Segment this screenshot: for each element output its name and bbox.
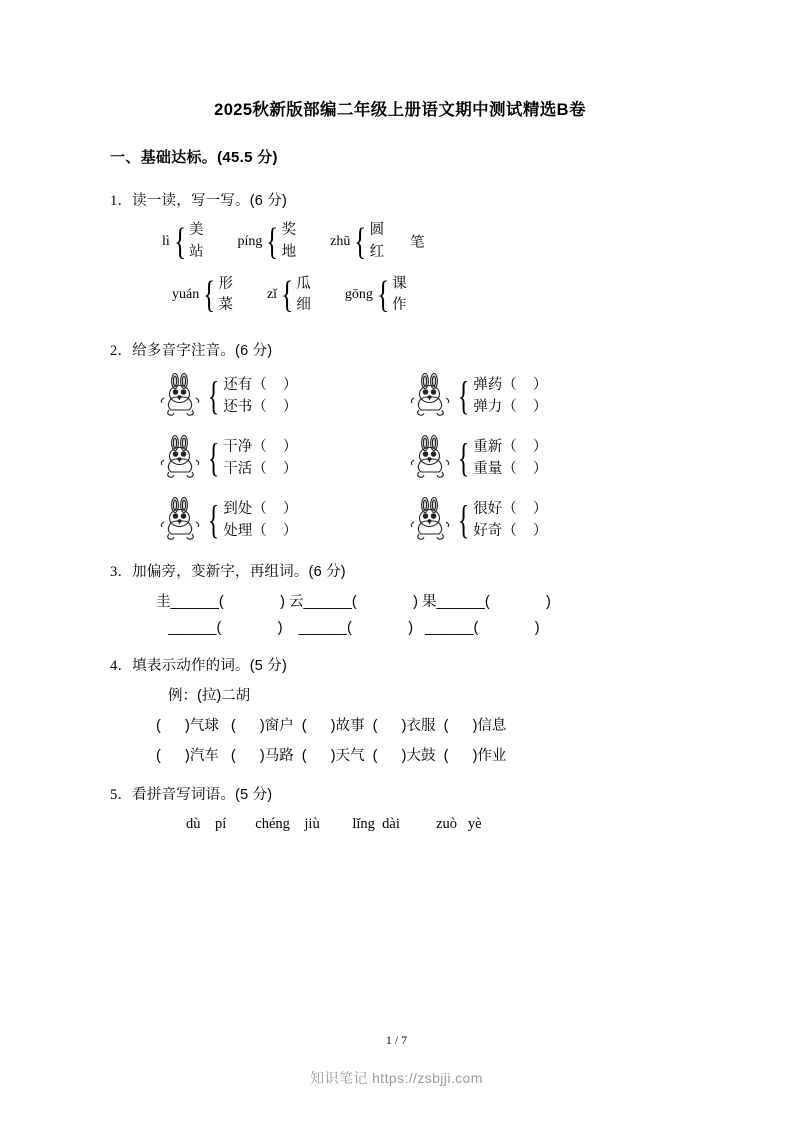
question-1-number: 1．	[110, 193, 133, 209]
q1-group-5	[267, 274, 311, 318]
char-bottom: 作	[392, 297, 407, 314]
question-3-prompt	[110, 560, 690, 581]
page-number: 1 / 7	[385, 1033, 408, 1047]
char-top: 课	[392, 275, 407, 292]
q4-line-1: ( )气球 ( )窗户 ( )故事 ( )衣服 ( )信息	[156, 718, 507, 734]
question-4	[110, 654, 690, 765]
question-1	[110, 189, 690, 317]
brace-icon: {	[266, 220, 279, 263]
char-top: 奖	[281, 222, 297, 238]
question-3	[110, 560, 690, 636]
brace-icon: {	[457, 373, 470, 418]
q1-group-1	[162, 220, 204, 264]
char-top: 美	[189, 222, 204, 238]
q2-cell-1-items	[223, 374, 297, 419]
q1-group-4-items	[218, 274, 233, 318]
q2-row-2	[158, 434, 690, 482]
q4-line-2: ( )汽车 ( )马路 ( )天气 ( )大鼓 ( )作业	[156, 748, 507, 764]
question-3-number: 3．	[110, 564, 133, 580]
char-bottom: 细	[296, 297, 311, 314]
question-2-number: 2．	[110, 343, 133, 359]
pinyin-label: píng	[237, 233, 263, 249]
rabbit-icon	[408, 372, 454, 420]
q1-group-3	[330, 220, 424, 264]
char-top: 形	[218, 275, 233, 292]
q4-example: 例：(拉)二胡	[168, 688, 251, 704]
q1-group-4	[172, 274, 233, 318]
brace-icon: {	[207, 435, 220, 480]
question-2-prompt	[110, 339, 690, 360]
q2-cell-1	[158, 372, 408, 420]
question-4-text: 填表示动作的词。(5 分)	[132, 658, 288, 674]
q2-row-3	[158, 496, 690, 544]
section-heading-1: 一、基础达标。(45.5 分)	[110, 149, 278, 166]
question-5-text: 看拼音写词语。(5 分)	[132, 787, 273, 803]
char-top: 圆	[369, 222, 385, 238]
polyphone-top: 还有（ ）	[223, 376, 298, 393]
brace-icon: {	[377, 274, 389, 317]
q1-group-6-items	[392, 274, 407, 318]
question-4-number: 4．	[110, 658, 133, 674]
q1-group-3-items	[370, 220, 385, 264]
pinyin-label: gōng	[344, 287, 373, 303]
polyphone-top: 重新（ ）	[473, 438, 548, 455]
brace-icon: {	[457, 435, 470, 480]
char-bottom: 菜	[218, 297, 233, 314]
brace-icon: {	[281, 274, 294, 317]
polyphone-bottom: 重量（ ）	[473, 461, 548, 477]
q3-line-1: 圭______( ) 云______( ) 果______( )	[156, 594, 551, 610]
q1-group-6	[345, 274, 407, 318]
pinyin-label: zǐ	[266, 287, 278, 303]
question-3-text: 加偏旁，变新字，再组词。(6 分)	[132, 564, 346, 580]
pinyin-label: yuán	[172, 287, 200, 303]
rabbit-icon	[158, 434, 204, 482]
polyphone-top: 弹药（ ）	[473, 376, 548, 393]
q1-group-1-items	[189, 220, 204, 264]
brace-icon: {	[457, 497, 470, 542]
question-1-prompt	[110, 189, 690, 210]
question-5	[110, 783, 690, 833]
q2-cell-4-items	[473, 436, 547, 481]
rabbit-icon	[408, 496, 454, 544]
question-2	[110, 339, 690, 544]
page-title: 2025秋新版部编二年级上册语文期中测试精选B卷	[214, 101, 586, 119]
q2-rabbit-grid	[110, 372, 690, 544]
q1-tail-char: 笔	[410, 235, 425, 252]
char-bottom: 站	[189, 243, 204, 260]
q1-row-2	[110, 274, 690, 318]
char-bottom: 地	[281, 243, 297, 260]
polyphone-bottom: 还书（ ）	[223, 399, 298, 415]
q2-cell-6-items	[473, 498, 547, 543]
question-5-number: 5．	[110, 787, 133, 803]
q5-pinyin-line: dù pí chéng jiù lǐng dài zuò yè	[186, 816, 482, 832]
q2-cell-2	[408, 372, 658, 420]
q1-row-1	[110, 220, 690, 264]
polyphone-bottom: 干活（ ）	[223, 461, 298, 477]
rabbit-icon	[158, 372, 204, 420]
q2-cell-5	[158, 496, 408, 544]
brace-icon: {	[354, 220, 367, 263]
q1-group-2	[238, 220, 297, 264]
question-2-text: 给多音字注音。(6 分)	[132, 343, 273, 359]
brace-icon: {	[207, 497, 220, 542]
brace-icon: {	[173, 220, 186, 263]
q2-cell-6	[408, 496, 658, 544]
polyphone-top: 干净（ ）	[223, 438, 298, 455]
question-1-text: 读一读，写一写。(6 分)	[132, 193, 288, 209]
char-top: 瓜	[296, 275, 311, 292]
q1-group-2-items	[282, 220, 297, 264]
rabbit-icon	[158, 496, 204, 544]
q2-cell-2-items	[473, 374, 547, 419]
brace-icon: {	[207, 373, 220, 418]
q2-cell-5-items	[223, 498, 297, 543]
q3-line-2: ______( ) ______( ) ______( )	[156, 620, 540, 636]
polyphone-bottom: 处理（ ）	[223, 523, 298, 539]
question-5-prompt	[110, 783, 690, 804]
page-content	[110, 96, 690, 849]
pinyin-label: lì	[162, 233, 170, 249]
polyphone-bottom: 弹力（ ）	[473, 399, 548, 415]
q2-cell-3	[158, 434, 408, 482]
q1-group-5-items	[296, 274, 311, 318]
polyphone-top: 到处（ ）	[223, 500, 298, 517]
char-bottom: 红	[369, 243, 385, 260]
q2-row-1	[158, 372, 690, 420]
question-4-prompt	[110, 654, 690, 675]
polyphone-top: 很好（ ）	[473, 500, 548, 517]
pinyin-label: zhū	[330, 233, 351, 249]
brace-icon: {	[203, 274, 216, 317]
polyphone-bottom: 好奇（ ）	[473, 523, 548, 539]
watermark: 知识笔记 https://zsbjji.com	[310, 1070, 483, 1086]
q2-cell-4	[408, 434, 658, 482]
q2-cell-3-items	[223, 436, 297, 481]
rabbit-icon	[408, 434, 454, 482]
